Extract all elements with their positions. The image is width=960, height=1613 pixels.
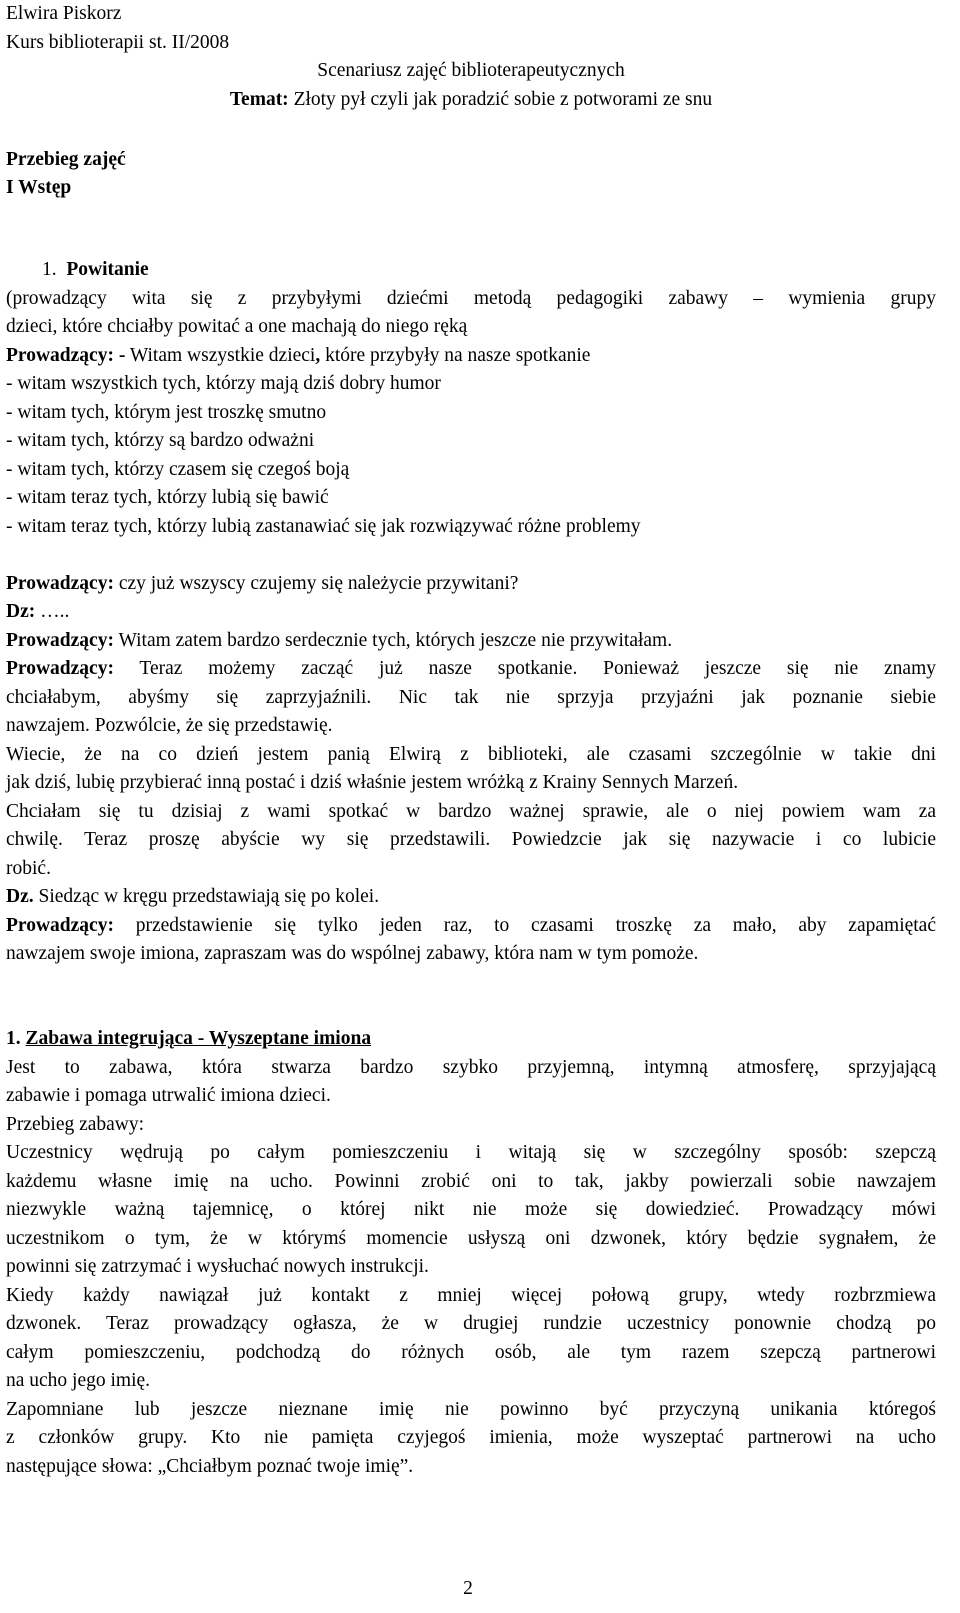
greeting-line: - witam wszystkich tych, którzy mają dziś dobry humor xyxy=(6,373,441,394)
dialogue-kids-1: Dz: ….. xyxy=(6,601,70,622)
paragraph-1-line-2: jak dziś, lubię przybierać inną postać i dziś właśnie jestem wróżką z Krainy Sennych Marzeń. xyxy=(6,772,739,793)
scenario-title: Scenariusz zajęć biblioterapeutycznych xyxy=(317,60,625,81)
game-instruction-line: z członków grupy. Kto nie pamięta czyjegoś imienia, może wyszeptać partnerowi na ucho xyxy=(6,1427,936,1448)
greetings-list xyxy=(6,370,936,541)
dialogue-q2: Prowadzący: Witam zatem bardzo serdecznie tych, których jeszcze nie przywitałam. xyxy=(6,629,673,651)
game-instruction-line: na ucho jego imię. xyxy=(6,1370,151,1391)
paragraph-2-line-1: Chciałam się tu dzisiaj z wami spotkać w bardzo ważnej sprawie, ale o niej powiem wam za xyxy=(6,800,936,822)
game-instruction-line: uczestnikom o tym, że w którymś momencie usłyszą oni dzwonek, który będzie sygnałem, że xyxy=(6,1227,936,1249)
greeting-line: - witam teraz tych, którzy lubią zastanawiać się jak rozwiązywać różne problemy xyxy=(6,515,641,537)
leader-welcome: Prowadzący: - Witam wszystkie dzieci, które przybyły na nasze spotkanie xyxy=(6,344,591,366)
game-heading: 1. Zabawa integrująca - Wyszeptane imiona xyxy=(6,1028,372,1049)
dialogue-q1: Prowadzący: czy już wszyscy czujemy się należycie przywitani? xyxy=(6,572,519,594)
game-instruction-line: Uczestnicy wędrują po całym pomieszczeniu i witają się w szczególny sposób: szepczą xyxy=(6,1142,936,1163)
topic-line xyxy=(6,86,936,115)
section-title: Przebieg zajęć xyxy=(6,148,126,170)
game-instruction-line: każdemu własne imię na ucho. Powinni zrobić oni to tak, jakby powierzali sobie nawzajem xyxy=(6,1170,936,1192)
document-page xyxy=(6,0,936,1481)
dialogue-kids-2: Dz. Siedząc w kręgu przedstawiają się po kolei. xyxy=(6,886,380,907)
game-instructions xyxy=(6,1139,936,1481)
author-name: Elwira Piskorz xyxy=(6,3,122,24)
item-heading: 1. Powitanie xyxy=(42,259,149,280)
game-instruction-line: następujące słowa: „Chciałbym poznać twoje imię”. xyxy=(6,1455,414,1477)
dialogue-q3-2: chciałabym, abyśmy się zaprzyjaźnili. Nic tak nie sprzyja przyjaźni jak poznanie siebie xyxy=(6,686,936,708)
dialogue-q3-1: Prowadzący: Teraz możemy zacząć już nasze spotkanie. Ponieważ jeszcze się nie znamy xyxy=(6,658,936,679)
intro-line-2: dzieci, które chciałby powitać a one machają do niego ręką xyxy=(6,316,468,337)
greeting-line: - witam tych, którzy czasem się czegoś boją xyxy=(6,458,350,480)
topic-text: Złoty pył czyli jak poradzić sobie z potworami ze snu xyxy=(293,88,713,110)
game-course-label: Przebieg zabawy: xyxy=(6,1113,145,1135)
greeting-line: - witam tych, którzy są bardzo odważni xyxy=(6,430,315,451)
game-instruction-line: Kiedy każdy nawiązał już kontakt z mniej więcej połową grupy, wtedy rozbrzmiewa xyxy=(6,1284,936,1306)
paragraph-2-line-3: robić. xyxy=(6,857,51,879)
page-number: 2 xyxy=(463,1578,473,1599)
game-instruction-line: powinni się zatrzymać i wysłuchać nowych instrukcji. xyxy=(6,1256,429,1277)
dialogue-q4-1: Prowadzący: przedstawienie się tylko jeden raz, to czasami troszkę za mało, aby zapamiętać xyxy=(6,914,936,936)
game-instruction-line: dzwonek. Teraz prowadzący ogłasza, że w drugiej rundzie uczestnicy ponownie chodzą po xyxy=(6,1313,936,1334)
game-desc-1: Jest to zabawa, która stwarza bardzo szybko przyjemną, intymną atmosferę, sprzyjającą xyxy=(6,1056,936,1078)
game-desc-2: zabawie i pomaga utrwalić imiona dzieci. xyxy=(6,1085,331,1106)
greeting-line: - witam teraz tych, którzy lubią się bawić xyxy=(6,487,329,508)
game-instruction-line: całym pomieszczeniu, podchodzą do różnych osób, ale tym razem szepczą partnerowi xyxy=(6,1341,936,1363)
topic-label: Temat: xyxy=(229,88,289,110)
paragraph-1-line-1: Wiecie, że na co dzień jestem panią Elwirą z biblioteki, ale czasami szczególnie w takie dni xyxy=(6,743,936,765)
course-name: Kurs biblioterapii st. II/2008 xyxy=(6,31,230,53)
game-instruction-line: niezwykle ważną tajemnicę, o której nikt nie może się dowiedzieć. Prowadzący mówi xyxy=(6,1199,936,1220)
intro-line-1: (prowadzący wita się z przybyłymi dziećmi metodą pedagogiki zabawy – wymienia grupy xyxy=(6,287,936,309)
greeting-line: - witam tych, którym jest troszkę smutno xyxy=(6,401,327,423)
section-part: I Wstęp xyxy=(6,177,72,198)
dialogue-q3-3: nawzajem. Pozwólcie, że się przedstawię. xyxy=(6,715,333,736)
dialogue-q4-2: nawzajem swoje imiona, zapraszam was do wspólnej zabawy, która nam w tym pomoże. xyxy=(6,943,699,964)
game-instruction-line: Zapomniane lub jeszcze nieznane imię nie powinno być przyczyną unikania któregoś xyxy=(6,1398,936,1420)
paragraph-2-line-2: chwilę. Teraz proszę abyście wy się przedstawili. Powiedzcie jak się nazywacie i co lubicie xyxy=(6,829,936,850)
